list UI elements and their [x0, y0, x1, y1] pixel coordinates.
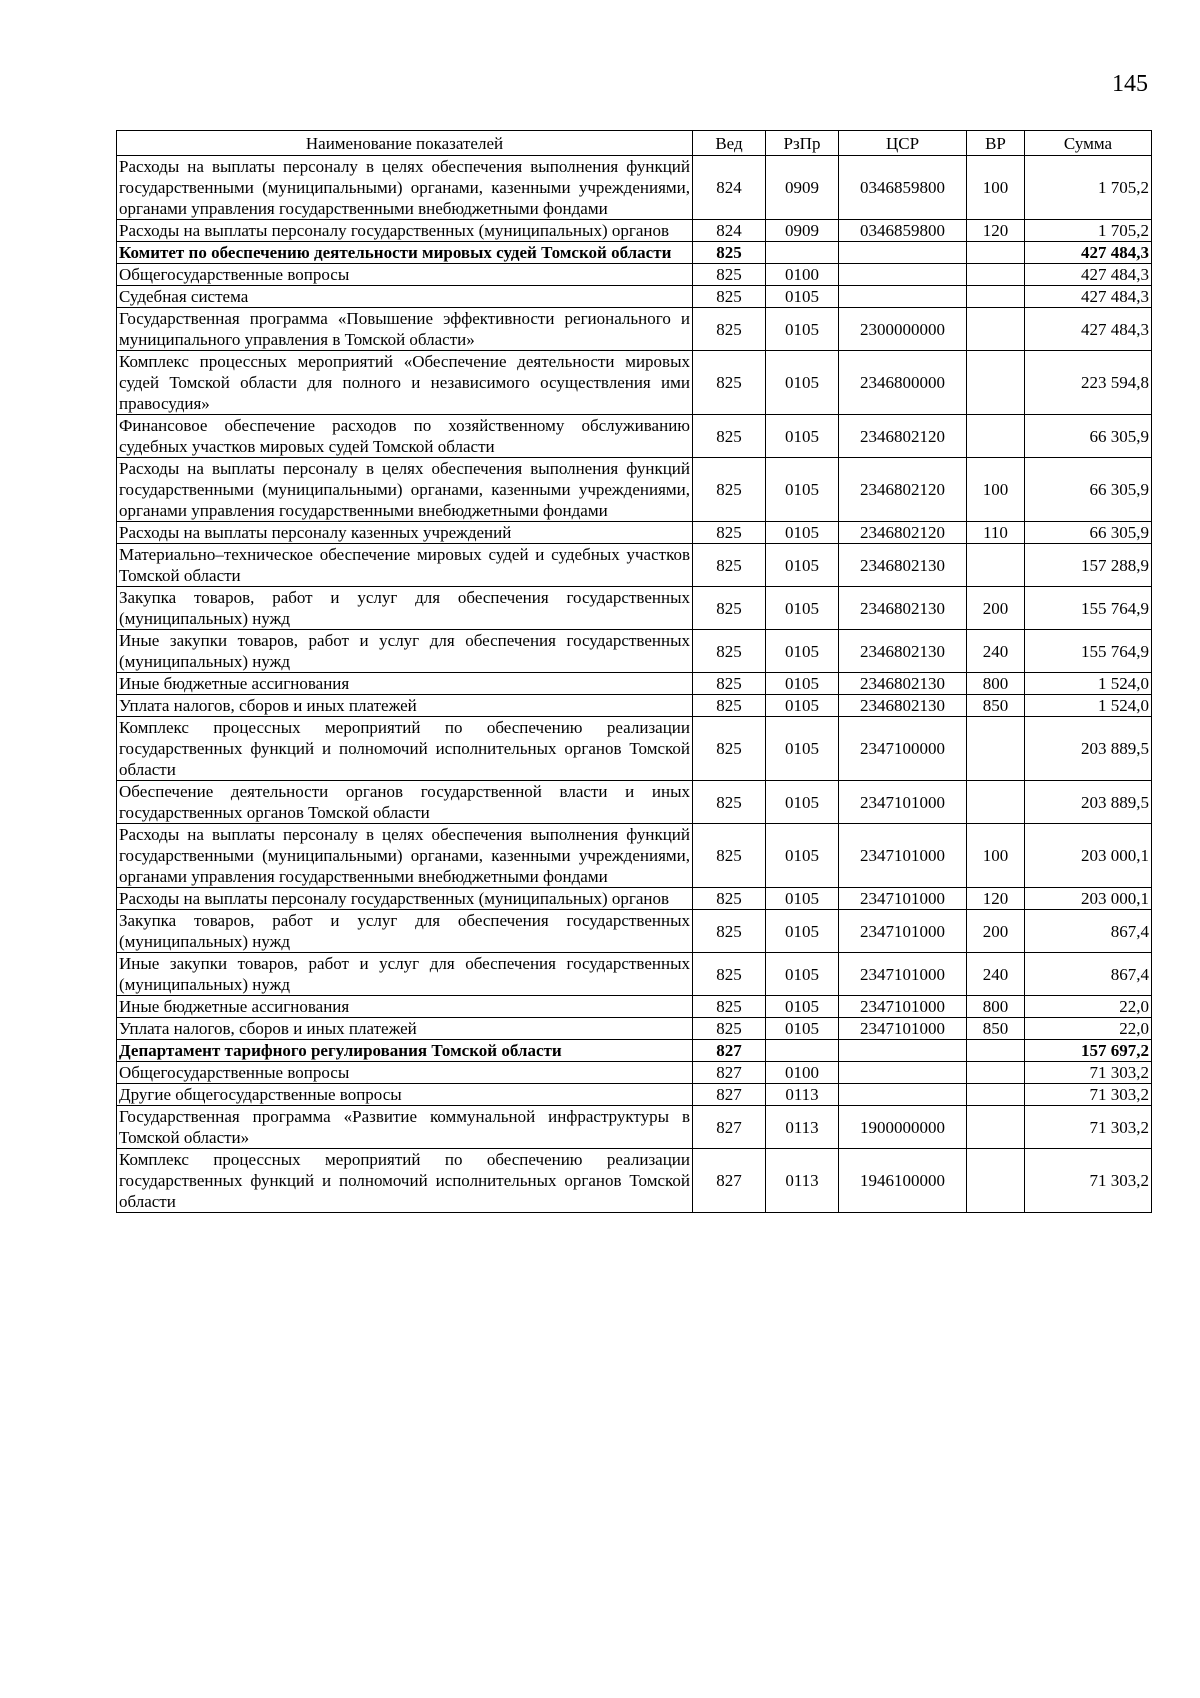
table-row	[117, 953, 1152, 996]
cell-vr: 800	[967, 673, 1025, 695]
cell-rzpr: 0105	[766, 824, 839, 888]
cell-rzpr: 0105	[766, 630, 839, 673]
cell-vr	[967, 1040, 1025, 1062]
cell-name: Комплекс процессных мероприятий по обеспечению реализации государственных функций и полномочий исполнительных органов Томской области	[117, 717, 693, 781]
cell-sum: 157 697,2	[1025, 1040, 1152, 1062]
table-row	[117, 242, 1152, 264]
header-row	[117, 131, 1152, 156]
cell-sum: 66 305,9	[1025, 458, 1152, 522]
table-row	[117, 264, 1152, 286]
header-ved: Вед	[693, 131, 766, 156]
cell-sum: 155 764,9	[1025, 630, 1152, 673]
cell-sum: 71 303,2	[1025, 1084, 1152, 1106]
cell-rzpr: 0105	[766, 996, 839, 1018]
cell-ved: 825	[693, 953, 766, 996]
cell-rzpr: 0105	[766, 308, 839, 351]
cell-name: Другие общегосударственные вопросы	[117, 1084, 693, 1106]
cell-sum: 867,4	[1025, 953, 1152, 996]
table-row	[117, 286, 1152, 308]
cell-csr: 2346802130	[839, 630, 967, 673]
cell-vr	[967, 544, 1025, 587]
page-number: 145	[1112, 71, 1148, 97]
cell-name: Обеспечение деятельности органов государственной власти и иных государственных органов Томской области	[117, 781, 693, 824]
cell-vr: 200	[967, 910, 1025, 953]
cell-vr	[967, 351, 1025, 415]
cell-rzpr: 0105	[766, 695, 839, 717]
cell-csr: 2347101000	[839, 996, 967, 1018]
cell-name: Иные закупки товаров, работ и услуг для обеспечения государственных (муниципальных) нужд	[117, 953, 693, 996]
cell-sum: 66 305,9	[1025, 522, 1152, 544]
cell-sum: 22,0	[1025, 1018, 1152, 1040]
cell-ved: 827	[693, 1040, 766, 1062]
cell-name: Комплекс процессных мероприятий по обеспечению реализации государственных функций и полномочий исполнительных органов Томской области	[117, 1149, 693, 1213]
cell-vr: 100	[967, 458, 1025, 522]
cell-csr	[839, 286, 967, 308]
cell-ved: 825	[693, 242, 766, 264]
cell-rzpr: 0100	[766, 1062, 839, 1084]
cell-name: Общегосударственные вопросы	[117, 264, 693, 286]
cell-ved: 825	[693, 781, 766, 824]
cell-rzpr: 0105	[766, 544, 839, 587]
cell-rzpr: 0105	[766, 286, 839, 308]
cell-ved: 827	[693, 1149, 766, 1213]
cell-name: Государственная программа «Повышение эффективности регионального и муниципального управления в Томской области»	[117, 308, 693, 351]
cell-csr: 2346802120	[839, 458, 967, 522]
cell-rzpr: 0113	[766, 1149, 839, 1213]
cell-ved: 825	[693, 630, 766, 673]
table-row	[117, 630, 1152, 673]
cell-ved: 825	[693, 544, 766, 587]
cell-ved: 825	[693, 351, 766, 415]
cell-csr: 2347101000	[839, 1018, 967, 1040]
cell-sum: 427 484,3	[1025, 308, 1152, 351]
cell-csr: 2346802130	[839, 673, 967, 695]
cell-vr: 200	[967, 587, 1025, 630]
cell-name: Закупка товаров, работ и услуг для обеспечения государственных (муниципальных) нужд	[117, 587, 693, 630]
cell-ved: 827	[693, 1062, 766, 1084]
cell-sum: 427 484,3	[1025, 286, 1152, 308]
cell-sum: 157 288,9	[1025, 544, 1152, 587]
cell-ved: 825	[693, 910, 766, 953]
cell-vr	[967, 1062, 1025, 1084]
cell-sum: 867,4	[1025, 910, 1152, 953]
cell-csr: 0346859800	[839, 220, 967, 242]
cell-ved: 824	[693, 156, 766, 220]
cell-ved: 824	[693, 220, 766, 242]
header-vr: ВР	[967, 131, 1025, 156]
cell-csr: 2346800000	[839, 351, 967, 415]
cell-name: Иные бюджетные ассигнования	[117, 996, 693, 1018]
cell-vr	[967, 308, 1025, 351]
table-row	[117, 717, 1152, 781]
cell-csr: 2347101000	[839, 910, 967, 953]
cell-vr	[967, 415, 1025, 458]
cell-rzpr: 0909	[766, 220, 839, 242]
table-row	[117, 544, 1152, 587]
cell-ved: 825	[693, 264, 766, 286]
cell-csr: 2346802130	[839, 695, 967, 717]
cell-name: Расходы на выплаты персоналу казенных учреждений	[117, 522, 693, 544]
cell-vr: 240	[967, 953, 1025, 996]
cell-vr	[967, 781, 1025, 824]
table-row	[117, 1062, 1152, 1084]
cell-ved: 825	[693, 458, 766, 522]
table-body	[117, 156, 1152, 1213]
cell-vr: 120	[967, 220, 1025, 242]
cell-rzpr: 0113	[766, 1084, 839, 1106]
cell-vr	[967, 1106, 1025, 1149]
cell-csr: 2346802120	[839, 415, 967, 458]
cell-rzpr	[766, 242, 839, 264]
cell-name: Общегосударственные вопросы	[117, 1062, 693, 1084]
cell-csr: 1900000000	[839, 1106, 967, 1149]
cell-name: Финансовое обеспечение расходов по хозяйственному обслуживанию судебных участков мировых судей Томской области	[117, 415, 693, 458]
cell-csr: 2347100000	[839, 717, 967, 781]
cell-name: Расходы на выплаты персоналу государственных (муниципальных) органов	[117, 220, 693, 242]
cell-rzpr: 0105	[766, 910, 839, 953]
cell-sum: 66 305,9	[1025, 415, 1152, 458]
cell-rzpr: 0105	[766, 888, 839, 910]
table-row	[117, 220, 1152, 242]
cell-rzpr: 0100	[766, 264, 839, 286]
cell-csr: 0346859800	[839, 156, 967, 220]
table-row	[117, 308, 1152, 351]
cell-name: Иные бюджетные ассигнования	[117, 673, 693, 695]
cell-csr: 2347101000	[839, 953, 967, 996]
cell-sum: 203 889,5	[1025, 781, 1152, 824]
cell-sum: 1 524,0	[1025, 695, 1152, 717]
cell-rzpr: 0105	[766, 587, 839, 630]
cell-rzpr: 0105	[766, 717, 839, 781]
cell-ved: 825	[693, 286, 766, 308]
table-row	[117, 351, 1152, 415]
cell-sum: 1 705,2	[1025, 156, 1152, 220]
cell-vr: 800	[967, 996, 1025, 1018]
cell-name: Комплекс процессных мероприятий «Обеспечение деятельности мировых судей Томской области для полного и независимого осуществления ими правосудия»	[117, 351, 693, 415]
table-row	[117, 996, 1152, 1018]
table-row	[117, 673, 1152, 695]
cell-ved: 825	[693, 587, 766, 630]
cell-ved: 825	[693, 996, 766, 1018]
cell-csr: 2346802120	[839, 522, 967, 544]
cell-csr: 2347101000	[839, 781, 967, 824]
cell-ved: 825	[693, 673, 766, 695]
cell-ved: 827	[693, 1106, 766, 1149]
cell-ved: 825	[693, 1018, 766, 1040]
cell-sum: 22,0	[1025, 996, 1152, 1018]
cell-csr	[839, 1084, 967, 1106]
cell-vr	[967, 1149, 1025, 1213]
cell-rzpr: 0105	[766, 351, 839, 415]
cell-rzpr: 0105	[766, 415, 839, 458]
cell-rzpr: 0113	[766, 1106, 839, 1149]
cell-vr	[967, 264, 1025, 286]
cell-name: Закупка товаров, работ и услуг для обеспечения государственных (муниципальных) нужд	[117, 910, 693, 953]
cell-name: Расходы на выплаты персоналу в целях обеспечения выполнения функций государственными (муниципальными) органами, казенными учреждениями, органами управления государственными внебюджетными фондами	[117, 156, 693, 220]
cell-csr: 2347101000	[839, 824, 967, 888]
budget-table	[116, 130, 1152, 1213]
table-row	[117, 415, 1152, 458]
cell-name: Уплата налогов, сборов и иных платежей	[117, 695, 693, 717]
table-row	[117, 824, 1152, 888]
header-sum: Сумма	[1025, 131, 1152, 156]
cell-sum: 427 484,3	[1025, 242, 1152, 264]
cell-rzpr: 0105	[766, 522, 839, 544]
cell-rzpr: 0105	[766, 1018, 839, 1040]
cell-vr	[967, 717, 1025, 781]
cell-sum: 155 764,9	[1025, 587, 1152, 630]
cell-csr: 2346802130	[839, 544, 967, 587]
cell-name: Судебная система	[117, 286, 693, 308]
cell-name: Комитет по обеспечению деятельности мировых судей Томской области	[117, 242, 693, 264]
cell-rzpr: 0909	[766, 156, 839, 220]
cell-vr: 100	[967, 824, 1025, 888]
table-row	[117, 522, 1152, 544]
cell-csr: 1946100000	[839, 1149, 967, 1213]
header-rzpr: РзПр	[766, 131, 839, 156]
cell-ved: 825	[693, 695, 766, 717]
table-row	[117, 1018, 1152, 1040]
table-row	[117, 910, 1152, 953]
cell-vr: 850	[967, 1018, 1025, 1040]
cell-sum: 71 303,2	[1025, 1106, 1152, 1149]
cell-csr: 2347101000	[839, 888, 967, 910]
table-row	[117, 1040, 1152, 1062]
cell-vr: 100	[967, 156, 1025, 220]
table-row	[117, 156, 1152, 220]
table-row	[117, 1149, 1152, 1213]
cell-sum: 223 594,8	[1025, 351, 1152, 415]
cell-vr: 110	[967, 522, 1025, 544]
cell-ved: 825	[693, 522, 766, 544]
cell-name: Расходы на выплаты персоналу государственных (муниципальных) органов	[117, 888, 693, 910]
cell-rzpr	[766, 1040, 839, 1062]
cell-ved: 825	[693, 888, 766, 910]
cell-name: Расходы на выплаты персоналу в целях обеспечения выполнения функций государственными (муниципальными) органами, казенными учреждениями, органами управления государственными внебюджетными фондами	[117, 458, 693, 522]
header-csr: ЦСР	[839, 131, 967, 156]
cell-name: Уплата налогов, сборов и иных платежей	[117, 1018, 693, 1040]
cell-sum: 203 889,5	[1025, 717, 1152, 781]
cell-csr	[839, 1040, 967, 1062]
table-row	[117, 1084, 1152, 1106]
cell-rzpr: 0105	[766, 953, 839, 996]
cell-ved: 827	[693, 1084, 766, 1106]
cell-sum: 1 705,2	[1025, 220, 1152, 242]
cell-csr	[839, 1062, 967, 1084]
cell-rzpr: 0105	[766, 781, 839, 824]
cell-sum: 203 000,1	[1025, 824, 1152, 888]
cell-vr: 120	[967, 888, 1025, 910]
cell-name: Материально–техническое обеспечение мировых судей и судебных участков Томской области	[117, 544, 693, 587]
cell-name: Расходы на выплаты персоналу в целях обеспечения выполнения функций государственными (муниципальными) органами, казенными учреждениями, органами управления государственными внебюджетными фондами	[117, 824, 693, 888]
table-row	[117, 1106, 1152, 1149]
cell-sum: 71 303,2	[1025, 1149, 1152, 1213]
table-row	[117, 781, 1152, 824]
table-row	[117, 587, 1152, 630]
cell-rzpr: 0105	[766, 673, 839, 695]
cell-rzpr: 0105	[766, 458, 839, 522]
cell-name: Департамент тарифного регулирования Томской области	[117, 1040, 693, 1062]
cell-vr: 850	[967, 695, 1025, 717]
cell-vr	[967, 286, 1025, 308]
cell-csr	[839, 264, 967, 286]
cell-ved: 825	[693, 415, 766, 458]
table-row	[117, 888, 1152, 910]
table-row	[117, 695, 1152, 717]
cell-ved: 825	[693, 717, 766, 781]
cell-csr: 2346802130	[839, 587, 967, 630]
cell-sum: 427 484,3	[1025, 264, 1152, 286]
cell-csr	[839, 242, 967, 264]
cell-ved: 825	[693, 824, 766, 888]
cell-vr	[967, 1084, 1025, 1106]
cell-csr: 2300000000	[839, 308, 967, 351]
cell-vr: 240	[967, 630, 1025, 673]
header-name: Наименование показателей	[117, 131, 693, 156]
cell-name: Иные закупки товаров, работ и услуг для обеспечения государственных (муниципальных) нужд	[117, 630, 693, 673]
cell-sum: 1 524,0	[1025, 673, 1152, 695]
cell-ved: 825	[693, 308, 766, 351]
cell-vr	[967, 242, 1025, 264]
cell-sum: 203 000,1	[1025, 888, 1152, 910]
cell-sum: 71 303,2	[1025, 1062, 1152, 1084]
table-row	[117, 458, 1152, 522]
cell-name: Государственная программа «Развитие коммунальной инфраструктуры в Томской области»	[117, 1106, 693, 1149]
